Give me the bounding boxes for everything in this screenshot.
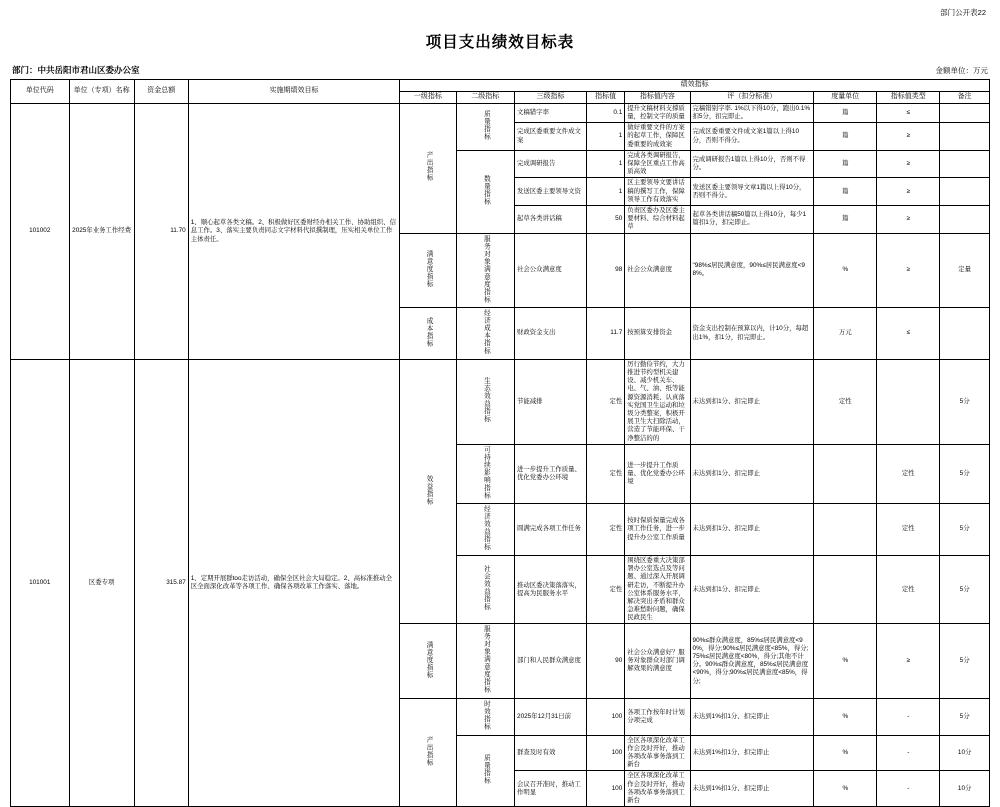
cell-level2 (456, 308, 515, 360)
cell-measure-unit: 万元 (814, 308, 877, 360)
th-performance-group: 绩效指标 (400, 80, 990, 92)
cell-scoring: 未达到1%扣1分、扣完即止 (690, 771, 814, 807)
level2-label: 生态效益指标 (482, 377, 490, 424)
cell-measure-unit (814, 504, 877, 556)
th-indicator-value: 指标值 (587, 91, 625, 103)
th-unit-name: 单位（专项）名称 (69, 80, 134, 104)
cell-indicator-value: 100 (587, 771, 625, 807)
cell-indicator-content: 厉行勤俭节约，大力推进节约型机关建设、减少机关车、电、气、油、纸等能源资源消耗、认真落实党国卫生运动和垃圾分类整案，积极开展卫生大扫除活动，营造了节能环保、干净整洁的的 (625, 359, 690, 444)
cell-level2 (456, 150, 515, 233)
cell-level3: 会议召开准时，推动工作明显 (515, 771, 587, 807)
cell-level3: 起草各类讲话稿 (515, 205, 587, 233)
cell-level3: 进一步提升工作质量、优化党委办公环境 (515, 444, 587, 503)
cell-indicator-type: - (877, 771, 940, 807)
cell-indicator-value: 1 (587, 123, 625, 151)
level2-label: 社会效益指标 (482, 565, 490, 611)
cell-indicator-content: 社会公众满意好？服务对象群众对部门调解效果的满意度 (625, 624, 690, 699)
cell-measure-unit: 篇 (814, 205, 877, 233)
cell-level3: 完成区委重要文件成文案 (515, 123, 587, 151)
cell-remark: 5分 (940, 359, 990, 444)
cell-indicator-type: ≤ (877, 103, 940, 122)
cell-measure-unit: 篇 (814, 150, 877, 178)
cell-level3: 部门和人民群众满意度 (515, 624, 587, 699)
cell-indicator-value: 定性 (587, 359, 625, 444)
cell-measure-unit: 篇 (814, 123, 877, 151)
cell-remark (940, 103, 990, 122)
cell-indicator-value: 0.1 (587, 103, 625, 122)
cell-indicator-content: 按时保质保量完成各项工作任务，进一步提升办公室工作质量 (625, 504, 690, 556)
th-level3: 三级指标 (515, 91, 587, 103)
cell-level3: 完成调研报告 (515, 150, 587, 178)
performance-goal-table (10, 79, 990, 807)
cell-remark (940, 205, 990, 233)
cell-indicator-content: 社会公众满意度 (625, 233, 690, 308)
cell-level3: 社会公众满意度 (515, 233, 587, 308)
level1-label: 满意度指标 (425, 249, 433, 288)
cell-indicator-value: 定性 (587, 504, 625, 556)
cell-scoring: 未达到1%扣1分、扣完即止 (690, 699, 814, 736)
cell-indicator-content: 做好重要文件的方案的起草工作，保障区委重要的成效案 (625, 123, 690, 151)
cell-level2 (456, 359, 515, 444)
level1-label: 满意度指标 (425, 640, 433, 679)
level1-label: 成本指标 (425, 316, 433, 348)
cell-scoring: 未达到扣1分、扣完即止 (690, 555, 814, 624)
cell-remark: 10分 (940, 771, 990, 807)
cell-total-amount: 315.87 (134, 359, 188, 806)
cell-indicator-value: 定性 (587, 444, 625, 503)
level2-label: 经济效益指标 (482, 505, 490, 551)
page-title: 项目支出绩效目标表 (425, 34, 575, 51)
cell-indicator-value: 98 (587, 233, 625, 308)
cell-indicator-type: ≥ (877, 205, 940, 233)
table-body (11, 103, 990, 806)
cell-total-amount: 11.70 (134, 103, 188, 359)
cell-indicator-type: ≥ (877, 178, 940, 206)
cell-remark (940, 150, 990, 178)
cell-level2 (456, 555, 515, 624)
level2-label: 服务对象满意度指标 (482, 234, 490, 303)
cell-level3: 发送区委主要领导文资 (515, 178, 587, 206)
cell-period-goal: 1、顺心起草各类文稿。2、积极做好区委财经办相关工作、协助组织、信息工作。3、落实主要负责同志文字材料代拟撰制理，压实相关单位工作主体责任。 (188, 103, 400, 359)
cell-indicator-type: 定性 (877, 504, 940, 556)
th-indicator-content: 指标值内容 (625, 91, 690, 103)
cell-indicator-value: 90 (587, 624, 625, 699)
cell-measure-unit: 篇 (814, 178, 877, 206)
th-measure-unit: 度量单位 (814, 91, 877, 103)
cell-unit-name: 区委专项 (69, 359, 134, 806)
department-label: 部门：中共岳阳市君山区委办公室 (12, 65, 140, 75)
cell-level3: 节能减排 (515, 359, 587, 444)
subheader (10, 64, 990, 79)
cell-measure-unit: % (814, 624, 877, 699)
cell-indicator-value: 100 (587, 699, 625, 736)
cell-scoring: 完成调研报告1篇以上得10分，否则不得分。 (690, 150, 814, 178)
cell-indicator-value: 11.7 (587, 308, 625, 360)
cell-measure-unit: % (814, 771, 877, 807)
cell-measure-unit (814, 555, 877, 624)
cell-indicator-value: 100 (587, 735, 625, 771)
cell-indicator-type: 定性 (877, 555, 940, 624)
cell-scoring: 发送区委主要领导文章1篇以上得10分，否则不得分。 (690, 178, 814, 206)
cell-remark: 5分 (940, 624, 990, 699)
cell-measure-unit: 篇 (814, 103, 877, 122)
th-unit-code: 单位代码 (11, 80, 70, 104)
cell-measure-unit: % (814, 735, 877, 771)
level2-label: 服务对象满意度指标 (482, 625, 490, 694)
level2-label: 质量指标 (482, 110, 490, 141)
cell-indicator-content: 进一步提升工作质量、优化党委办公环境 (625, 444, 690, 503)
cell-scoring: 完稿错别字率. 1%以下得10分，跑出0.1%扣5分，扣完即止。 (690, 103, 814, 122)
cell-remark (940, 308, 990, 360)
cell-scoring: 未达到扣1分、扣完即止 (690, 444, 814, 503)
cell-level1 (400, 103, 456, 233)
cell-level2 (456, 735, 515, 807)
cell-scoring: 完成区委重要文件成文案1篇以上得10分，否则不得分。 (690, 123, 814, 151)
cell-indicator-type: ≥ (877, 123, 940, 151)
cell-indicator-type: 定性 (877, 444, 940, 503)
cell-indicator-content: 完成各类调研报告，保障全区重点工作高质高效 (625, 150, 690, 178)
cell-level3: 圆满完成各项工作任务 (515, 504, 587, 556)
th-period-goal: 实施期绩效目标 (188, 80, 400, 104)
cell-indicator-value: 1 (587, 178, 625, 206)
cell-measure-unit: % (814, 233, 877, 308)
cell-unit-code: 101002 (11, 103, 70, 359)
level2-label: 经济成本指标 (482, 309, 490, 355)
cell-indicator-type: ≥ (877, 150, 940, 178)
cell-unit-name: 2025年业务工作经费 (69, 103, 134, 359)
amount-unit-note: 金额单位：万元 (935, 66, 988, 75)
cell-level1 (400, 308, 456, 360)
level2-label: 质量指标 (482, 754, 490, 785)
cell-remark: 5分 (940, 444, 990, 503)
cell-indicator-value: 定性 (587, 555, 625, 624)
cell-level3: 群查及时有效 (515, 735, 587, 771)
cell-level2 (456, 624, 515, 699)
cell-level2 (456, 103, 515, 150)
cell-scoring: 未达到扣1分、扣完即止 (690, 359, 814, 444)
cell-level2 (456, 504, 515, 556)
table-row (11, 359, 990, 444)
corner-note: 部门公开表22 (940, 8, 986, 17)
cell-scoring: 90%≤群众满意度，85%≤居民满意度<90%，得分;90%≤居民满意度<85%，得分;75%≤居民满意度<80%，得分;其他不计分。90%≤群众满意度，85%≤居民满意度<90%，得分;90%≤居民满意度<85%，得分; (690, 624, 814, 699)
cell-remark: 5分 (940, 699, 990, 736)
cell-measure-unit: 定性 (814, 359, 877, 444)
cell-indicator-type (877, 359, 940, 444)
th-level2: 二级指标 (456, 91, 515, 103)
th-remark: 备注 (940, 91, 990, 103)
cell-level3: 文稿错字率 (515, 103, 587, 122)
cell-indicator-content: 提升文稿材料支撑质量，控制文字的质量 (625, 103, 690, 122)
cell-unit-code: 101001 (11, 359, 70, 806)
level2-label: 可持续影响指标 (482, 445, 490, 499)
cell-level3: 2025年12月31日前 (515, 699, 587, 736)
cell-indicator-type: ≥ (877, 233, 940, 308)
th-scoring: 评（扣分标准） (690, 91, 814, 103)
cell-indicator-content: 围绕区委重大决策部署办公室选点及等问题、通过深入开展调研走访，不断提升办公室体系服务水平，解决突出矛盾和群众急难愁盼问题，确保民政民生 (625, 555, 690, 624)
cell-remark: 定量 (940, 233, 990, 308)
th-level1: 一级指标 (400, 91, 456, 103)
th-total-amount: 资金总额 (134, 80, 188, 104)
level2-label: 时效指标 (482, 700, 490, 731)
cell-scoring: 资金支出控制在预算以内，计10分，每超出1%，扣1分，扣完即止。 (690, 308, 814, 360)
cell-level3: 推动区委决策落落实，提高为民服务水平 (515, 555, 587, 624)
cell-level1 (400, 699, 456, 807)
cell-measure-unit (814, 444, 877, 503)
cell-indicator-type: ≤ (877, 308, 940, 360)
cell-remark: 10分 (940, 735, 990, 771)
cell-level2 (456, 444, 515, 503)
table-row (11, 103, 990, 122)
level1-label: 产出指标 (425, 151, 433, 182)
cell-indicator-content: 全区各项深化改革工作会及时开好，推动各项改革事务落到工新台 (625, 735, 690, 771)
cell-remark (940, 123, 990, 151)
cell-level3: 财政资金支出 (515, 308, 587, 360)
cell-indicator-value: 1 (587, 150, 625, 178)
cell-indicator-type: - (877, 735, 940, 771)
cell-level2 (456, 233, 515, 308)
cell-indicator-value: 50 (587, 205, 625, 233)
cell-indicator-content: 各项工作按年时计划分项完成 (625, 699, 690, 736)
level1-label: 效益指标 (425, 474, 433, 506)
cell-indicator-type: - (877, 699, 940, 736)
cell-indicator-content: 按预算安排资金 (625, 308, 690, 360)
cell-scoring: 起草各类讲话稿50篇以上得10分，每少1篇扣1分，扣完即止。 (690, 205, 814, 233)
level2-label: 数量指标 (482, 174, 490, 206)
cell-indicator-type: ≥ (877, 624, 940, 699)
cell-remark: 5分 (940, 504, 990, 556)
th-indicator-type: 指标值类型 (877, 91, 940, 103)
cell-measure-unit: % (814, 699, 877, 736)
cell-scoring: 未达到扣1分、扣完即止 (690, 504, 814, 556)
cell-indicator-content: 全区各项深化改革工作会及时开好，推动各项改革事务落到工新台 (625, 771, 690, 807)
cell-remark (940, 178, 990, 206)
cell-level1 (400, 359, 456, 624)
cell-remark: 5分 (940, 555, 990, 624)
cell-indicator-content: 区主要领导文要讲话稿的撰写工作，保障领导工作有效落实 (625, 178, 690, 206)
cell-level2 (456, 699, 515, 736)
level1-label: 产出指标 (425, 735, 433, 767)
cell-level1 (400, 233, 456, 308)
cell-period-goal: 1、定期开展群too走访活动，确保全区社会大局稳定。2、高标准推动全区全面深化改革等各项工作、确保各项改革工作落实、落地。 (188, 359, 400, 806)
cell-indicator-content: 负责区委办及区委主要材料、综合材料起草 (625, 205, 690, 233)
cell-scoring: 未达到1%扣1分、扣完即止 (690, 735, 814, 771)
cell-level1 (400, 624, 456, 699)
cell-scoring: "98%≤居民满意度，90%≤居民满意度<98%。 (690, 233, 814, 308)
